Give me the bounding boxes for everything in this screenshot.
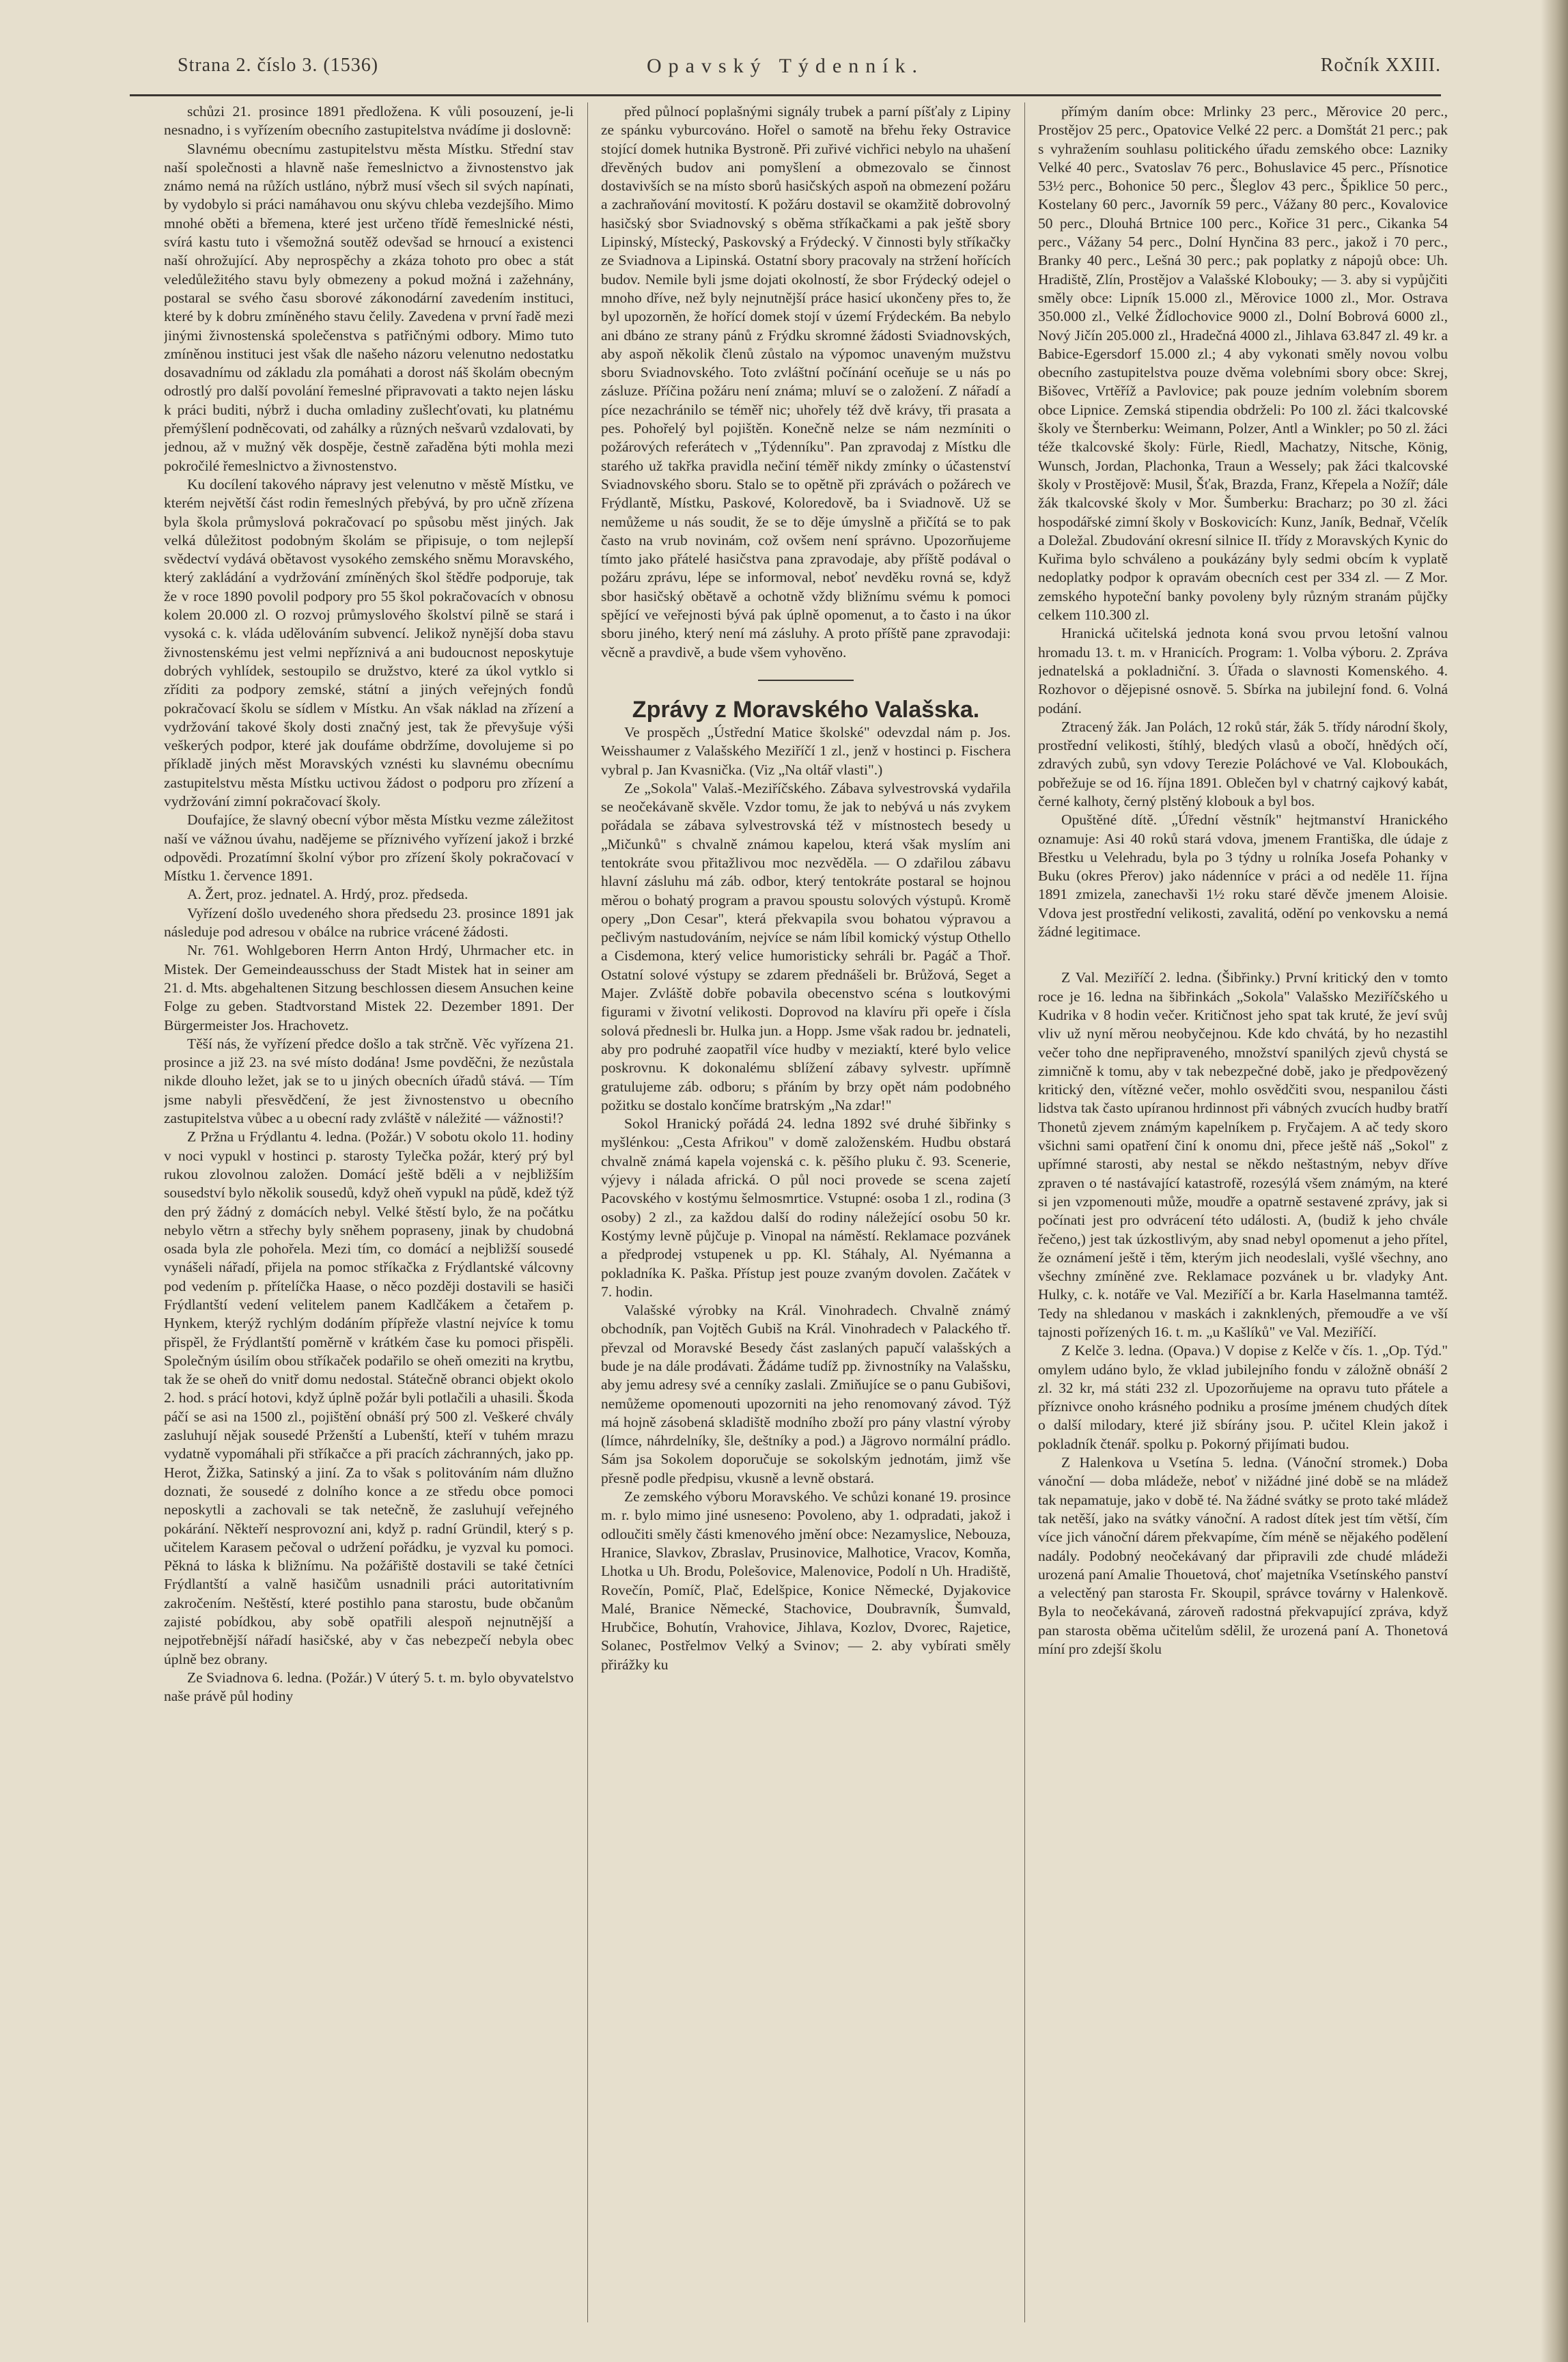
paragraph: Z Kelče 3. ledna. (Opava.) V dopise z Kelče v čís. 1. „Op. Týd." omylem udáno bylo, že vklad jubilejního fondu v záložně obnáší 2 zl. 32 kr, má státi 232 zl. Upozorňujeme na opravu tuto přátele a příznivce onoho krásného podniku a prosíme jménem chudých dítek o další milodary, které již sbírány jsou. P. učitel Klein jakož i pokladník čtenář. spolku p. Pokorný přijímati budou. [1038,1342,1448,1452]
section-separator [758,680,854,681]
paragraph: Vyřízení došlo uvedeného shora předsedu 23. prosince 1891 jak následuje pod adresou v obálce na rubrice vrácené žádosti. [164,904,574,941]
paragraph: Hranická učitelská jednota koná svou prvou letošní valnou hromadu 13. t. m. v Hranicích. Program: 1. Volba výboru. 2. Zpráva jednatelská a pokladniční. 3. Úřada o slavnosti Komenského. 4. Rozhovor o dějepisné osnově. 5. Sbírka na jubilejní fond. 6. Volná podání. [1038,625,1448,717]
paragraph: Nr. 761. Wohlgeboren Herrn Anton Hrdý, Uhrmacher etc. in Mistek. Der Gemeindeausschuss der Stadt Mistek hat in seiner am 21. d. Mts. abgehaltenen Sitzung beschlossen diesem Ansuchen keine Folge zu geben. Stadtvorstand Mistek 22. Dezember 1891. Der Bürgermeister Jos. Hrachovetz. [164,942,574,1033]
spacer [1038,941,1448,969]
page-edge-shadow [1541,0,1568,2362]
column-divider [1024,102,1025,2322]
paragraph: Z Pržna u Frýdlantu 4. ledna. (Požár.) V sobotu okolo 11. hodiny v noci vypukl v hostinci p. starosty Tylečka požár, který prý byl rukou zlovolnou založen. Domácí ještě bděli a v nejbližším sousedství bylo několik sousedů, když oheň vypukl na půdě, kdež týž den prý žádný z domácích nebyl. Velké štěstí bylo, že na počátku nebylo větrn a střechy byly sněhem popraseny, jinak by chudobná osada byla zle pohořela. Mezi tím, co domácí a nejbližší sousedé vynášeli nářadí, přijela na pomoc stříkačka z Frýdlantské válcovny pod vedením p. přítelíčka Haase, o něco později dostavili se hasiči Frýdlantští vedení velitelem panem Kadlčákem a četařem p. Hynkem, kterýž rychlým dodáním přípřeže vlastní nejvíce k tomu přispěl, že Frýdlantští poměrně v krátkém čase ku pomoci přispěli. Společným úsilím obou stříkaček podařilo se oheň omeziti na krytbu, tak že se oheň do vnitř domu nedostal. Státečně obranci objekt okolo 2. hod. s prácí hotovi, když úplně požár byli potlačili a uhasili. Škoda páčí se asi na 1500 zl., pojištění obnáší prý 500 zl. Veškeré chvály zasluhují nějak sousedé Prženští a Lubenští, kteří v tuhém mrazu vydatně vypomáhali při stříkačce a při pracích záchranných, jako pp. Herot, Žižka, Satinský a jiní. Za to však s politováním nám dlužno doznati, že sousedé z dolního konce a ze středu obce pomoci neposkytli a zachovali se tak netečně, že zasluhují veřejného pokárání. Někteří nesprovozní ani, když p. radní Gründil, který s p. učitelem Karasem pečoval o udržení pořádku, je vyzval ku pomoci. Pěkná to láska k bližnímu. Na požářiště dostavili se také četníci Frýdlantští a valně hasičům usnadnili práci autoritativním zakročením. Neštěstí, které postihlo pana starostu, bude občanům zajisté pobídkou, aby sobě opatřili alespoň nejnutnější a nejpotřebnější nářadí hasičské, aby v čas nebezpečí nebyla obec úplně bez obrany. [164,1128,574,1667]
header-page-number: Strana 2. číslo 3. (1536) [178,55,379,76]
paragraph: Ve prospěch „Ústřední Matice školské" odevzdal nám p. Jos. Weisshaumer z Valašského Meziříčí 1 zl., jenž v hostinci p. Fischera vybral p. Jan Kvasnička. (Viz „Na oltář vlasti".) [601,723,1011,778]
paragraph: přímým daním obce: Mrlinky 23 perc., Měrovice 20 perc., Prostějov 25 perc., Opatovice Velké 22 perc. a Domštát 21 perc.; pak s vyhražením souhlasu politického úřadu zemského obce: Lazniky Velké 40 perc., Svatoslav 76 perc., Bohuslavice 45 perc., Přísnotice 53½ perc., Bohonice 50 perc., Šleglov 43 perc., Špiklice 50 perc., Kostelany 60 perc., Javorník 59 perc., Vážany 80 perc., Kovalovice 50 perc., Dlouhá Brtnice 100 perc., Kořice 31 perc., Cikanka 54 perc., Vážany 54 perc., Dolní Hynčina 83 perc., jakož i 70 perc., Branky 40 perc., Lešná 30 perc.; pak poplatky z nápojů obce: Uh. Hradiště, Zlín, Prostějov a Valašské Klobouky; — 3. aby si vypůjčiti směly obce: Lipník 15.000 zl., Měrovice 1000 zl., Mor. Ostrava 350.000 zl., Velké Žídlochovice 9000 zl., Dolní Bobrová 6000 zl., Nový Jičín 205.000 zl., Hradečná 4000 zl., Jihlava 63.847 zl. 49 kr. a Babice-Egersdorf 15.000 zl.; 4 aby vykonati směly novou volbu obecního zastupitelstva pouze dvěma volebními sbory obce: Skrej, Bišovec, Vrtěříž a Pavlovice; pak pouze jedním volebním sborem obce Lipnice. Zemská stipendia obdrželi: Po 100 zl. žáci tkalcovské školy ve Šternberku: Weimann, Polzer, Antl a Winkler; po 50 zl. žáci téže tkalcovské školy: Fürle, Riedl, Machatzy, Nitsche, König, Wunsch, Jordan, Plachonka, Traun a Wessely; pak žáci tkalcovské školy v Prostějově: Musil, Šťak, Brazda, Franz, Křepela a Nožíř; dále žák tkalcovské školy v Mor. Šumberku: Bracharz; po 30 zl. žáci hospodářské zimní školy v Boskovicích: Kunz, Janík, Bednař, Včelík a Doležal. Zbudování okresní silnice II. třídy z Moravských Kynic do Kuřima bylo schváleno a poukázány byly sedmi obcím k vyplatě nedoplatky podpor k opravám obecních cest per 334 zl. — Z Mor. zemského hypoteční banky povoleny byly různým stranám půjčky celkem 110.300 zl. [1038,103,1448,624]
paragraph: Těší nás, že vyřízení předce došlo a tak strčně. Věc vyřízena 21. prosince a již 23. na své místo dodána! Jsme povděčni, že nezůstala nikde dlouho ležet, jak se to u jiných obecních úřadů stává. — Tím jsme nabyli přesvědčení, že jest živnostenstvo u obecního zastupitelstva vůbec a u obecní rady zvláště v náležité — vážnosti!? [164,1035,574,1127]
paragraph: Doufajíce, že slavný obecní výbor města Místku vezme záležitost naší ve vážnou úvahu, nadějeme se příznivého vyřízení jakož i brzké odpovědi. Prozatímní školní výbor pro zřízení školy pokračovací v Místku 1. července 1891. [164,811,574,885]
paragraph: Slavnému obecnímu zastupitelstvu města Místku. Střední stav naší společnosti a hlavně naše řemeslnictvo a živnostenstvo jak známo nemá na růžích ustláno, nýbrž musí všech sil svých napínati, by vydobylo si práci namáhavou onu skývu chleba vezdejšího. Mimo mnohé oběti a břemena, které jest určeno třídě řemeslnické nésti, svírá kastu tuto i všemožná soutěž odevšad se hrnoucí a existenci naší ohrožující. Aby neprospěchy a zkáza tohoto pro obec a stát veledůležitého stavu byly obmezeny a pokud možná i zažehnány, postaral se svého času sborové zákonodární zavedením instituci, které by k dobru zmíněného stavu čelily. Zavedena v první řadě mezi jinými živnostenská společenstva s patřičnými odbory. Mimo tuto zmíněnou instituci jest však dle našeho názoru velenutno nedostatku dosavadnímu od základu zla pomáhati a dorost náš školám obecným odrostlý pro další povolání řemeslné připravovati a takto nejen lásku k práci buditi, nýbrž i ducha omladiny zušlechťovati, ku platnému přemýšlení podněcovati, od zahálky a různých nešvarů vzdalovati, by jednou, až v mužný věk dospěje, čestně zařaděna býti mohla mezi pokročilé řemeslnictvo a živnostenstvo. [164,140,574,474]
header-rule [130,94,1441,96]
paragraph: Z Val. Meziříčí 2. ledna. (Šibřinky.) První kritický den v tomto roce je 16. ledna na šibřinkách „Sokola" Valašsko Meziříčského u Kudrika v 8 hodin večer. Kritičnost jeho spat tak kruté, že jeví svůj vliv už nyní měrou neobyčejnou. Kde kdo chvátá, by ho nezastihl večer toho dne nepřipraveného, množství spanilých zjevů chystá se zimničně k tomu, aby v tak nebezpečné době, jako je předpovězený kritický den, vítězné večer, mohlo osvědčiti svou, nespanilou části lidstva tak často upíranou hrdinnost při vábných zvucích hudby bratří Thonetů zjevem známým kapelníkem p. Fryčajem. A ač tedy skoro všichni sami opatření činí k onomu dni, přece ještě náš „Sokol" z upřímné starosti, aby nestal se někdo neštastným, nebyv dříve zpraven o té nastávající katastrofě, rozesýlá všem známým, na které si jen vzpomenouti může, moudře a opatrně sestavené zprávy, jak si počínati jest pro odvrácení této události. A, (budiž k jeho chvále řečeno,) jest tak úzkostlivým, aby snad nebyl opomenut a jeho přítel, že oznámení ještě i těm, kterým jich neodeslali, vyšlé všechny, ano všechny zmíněné zve. Reklamace pozvánek u br. vladyky Ant. Hulky, c. k. notáře ve Val. Meziříčí a br. Karla Haselmanna tamtéž. Tedy na shledanou v maskách i zaknklených, přemoudře a ve vší tajnosti pořízených 16. t. m. „u Kašlíků" ve Val. Meziříčí. [1038,969,1448,1340]
paragraph: Ze „Sokola" Valaš.-Meziříčského. Zábava sylvestrovská vydařila se neočekávaně skvěle. Vzdor tomu, že jak to nebývá u nás zvykem pořádala se zábava sylvestrovská též v místnostech besedy u „Mičunků" s chvalně známou kapelou, která však myslím ani tentokráte svou přitažlivou moc nezvěděla. — O zdařilou zábavu hlavní zásluhu má záb. odbor, který tentokráte postaral se hojnou měrou o bohatý program a pravou spoustu solových výstupů. Kromě opery „Don Cesar", která překvapila svou bohatou výpravou a pečlivým nastudováním, nejvíce se nám líbil komický výstup Othello a Cisdemona, který velice humoristicky sehráli br. Pagáč a Thoř. Ostatní solové výstupy se zdarem přednášeli br. Brůžová, Seget a Majer. Zvláště dobře pobavila obecenstvo scéna s loutkovými figurami v životní velikosti. Doprovod na klavíru při opeře i čísla solová přednesli br. Hulka jun. a Hopp. Jsme však radou br. jednateli, aby pro podruhé zaopatřil více hudby v meziaktí, které bylo velice poskrovnu. K dokonalému sblížení zábavy sylvestr. upřímně gratulujeme záb. odboru; s přáním by brzy opět nám podobného požitku se dostalo končíme bratrským „Na zdar!" [601,779,1011,1113]
header-volume: Ročník XXIII. [1320,55,1441,76]
column-3 [1038,102,1448,2322]
paragraph: Sokol Hranický pořádá 24. ledna 1892 své druhé šibřinky s myšlénkou: „Cesta Afrikou" v domě založenském. Hudbu obstará chvalně známá kapela vojenská c. k. pěšího pluku č. 93. Scenerie, výjevy i nálada africká. O půl noci provede se scena zajetí Pacovského v kostýmu šelmosmrtice. Vstupné: osoba 1 zl., rodina (3 osoby) 2 zl., za každou další do rodiny náležející osobu 50 kr. Kostýmy levně půjčuje p. Vinopal na náměstí. Reklamace pozvánek a předprodej vstupenek u pp. Kl. Stáhaly, Al. Nyémanna a pokladníka K. Paška. Přístup jest pouze zvaným dovolen. Začátek v 7. hodin. [601,1115,1011,1300]
paragraph: schůzi 21. prosince 1891 předložena. K vůli posouzení, je-li nesnadno, i s vyřízením obecního zastupitelstva nvádíme ji doslovně: [164,103,574,139]
paragraph: před půlnocí poplašnými signály trubek a parní píšťaly z Lipiny ze spánku vyburcováno. Hořel o samotě na břehu řeky Ostravice stojící domek hutnika Bystroně. Při zuřivé vichřici nebylo na uhašení dřevěných budov ani pomyšlení a obmezovalo se činnost dostavivších se na místo sborů hasičských aspoň na obmezení požáru a zachraňování movitostí. K požáru dostavil se okamžitě dobrovolný hasičský sbor Sviadnovský s oběma stříkačkami a pak ještě sbory Lipinský, Místecký, Paskovský a Frýdecký. V činnosti byly stříkačky ze Sviadnova a Lipinská. Ostatní sbory pracovaly na stržení hořících budov. Nemile byli jsme dojati okolností, že sbor Frýdecký odejel o mnoho dříve, než byly nejnutnější práce hasicí ukončeny přes to, že byl upozorněn, že hořící domek stojí v území Frýdeckém. Ba nebylo ani dbáno ze strany pánů z Frýdku skromné žádosti Sviadnovských, aby aspoň několik členů zůstalo na výpomoc unaveným mužstvu sboru Sviadnovského. Toto zvláštní počínání oceňuje se u nás po zásluze. Příčina požáru není známa; mluví se o založení. Z nářadí a píce nezachránilo se téměř nic; uhořely též dvě krávy, tři prasata a pes. Pohořelý byl pojištěn. Konečně nelze se nám nezmíniti o požárových referátech v „Týdenníku". Pan zpravodaj z Místku dle starého už takřka pravidla nečiní téměř nikdy zmínky o účastenství Sviadnovského sboru. Stalo se to opětně při zprávách o požárech ve Frýdlantě, Místku, Paskové, Koloredově, ba i Sviadnově. Už se nemůžeme u nás soudit, že se to děje úmyslně a přičítá se to pak často na vrub novinám, což ovšem není správno. Upozorňujeme tímto jako přátelé hasičstva pana zpravodaje, aby příště podával o požáru zprávu, lépe se informoval, neboť nevděku rovná se, když sbor hasičský obětavě a ochotně vždy bližnímu svému k pomoci spějící ve veřejnosti bývá pak úplně opomenut, a to často i na úkor sboru jiného, který není má zásluhy. A proto příště pane zpravodaji: věcně a pravdivě, a bude všem vyhověno. [601,103,1011,661]
paragraph: Ze zemského výboru Moravského. Ve schůzi konané 19. prosince m. r. bylo mimo jiné usneseno: Povoleno, aby 1. odpradati, jakož i odloučiti směly části kmenového jmění obce: Nezamyslice, Nebouza, Hranice, Slavkov, Zbraslav, Prusinovice, Malhotice, Vracov, Komňa, Lhotka u Uh. Brodu, Polešovice, Malenovice, Podolí n Uh. Hradiště, Rovečín, Pomíč, Plač, Edelšpice, Konice Německé, Dyjakovice Malé, Branice Německé, Stachovice, Doubravník, Šumvald, Hrubčice, Bohutín, Vrahovice, Jihlava, Kozlov, Dvorec, Rajetice, Solanec, Postřelmov Velký a Svinov; — 2. aby vybírati směly přirážky ku [601,1488,1011,1673]
paragraph: A. Žert, proz. jednatel. A. Hrdý, proz. předseda. [187,886,468,903]
header-masthead: Opavský Týdenník. [646,55,925,77]
paragraph: Ku docílení takového nápravy jest velenutno v městě Místku, ve kterém největší část rodin řemeslných přebývá, by pro učně zřízena byla škola průmyslová pokračovací po spůsobu měst jiných. Jak velká důležitost podobným školám se připisuje, o tom nejlepší svědectví vydává obětavost vysokého zemského sněmu Moravského, který zakládání a vydržování zmíněných škol štědře podporuje, tak že v roce 1890 povolil podpory pro 55 škol pokračovacích v obnosu kolem 20.000 zl. O rozvoj průmyslového školství pilně se stará i vysoká c. k. vláda udělováním subvencí. Jelikož nynější doba stavu živnostenskému jest velmi nepříznivá a ani budoucnost neposkytuje dobrých vyhlídek, sestoupilo se družstvo, které za úkol vytklo si zříditi za podpory zemské, státní a jiných veřejných fondů pokračovací školu se sídlem v Místku. An však náklad na zřízení a vydržování takové školy dosti značný jest, tak že převyšuje výši veškerých podpor, které jak doufáme obdržíme, dovolujeme si po příkladě jiných měst Moravských vznésti ku slavnému obecnímu zastupitelstvu města Místku uctivou žádost o podporu pro zřízení a vydržování zimní pokračovací školy. [164,475,574,809]
page-header [130,55,1441,96]
column-1 [164,102,574,2322]
paragraph: Z Halenkova u Vsetína 5. ledna. (Vánoční stromek.) Doba vánoční — doba mládeže, neboť v nižádné jiné době se na mládež tak nepamatuje, jako v době té. Na žádné svátky se proto také mládež tak netěší, jako na svátky vánoční. A radost dítek jest tím větší, čím více jich vánoční dárem překvapíme, čím méně se nějakého podělení nadály. Podobný neočekávaný dar připravili zde chudé mládeži urozená paní Amalie Thouetová, choť majetníka Vsetínského panství a velectěný pan starosta Fr. Skoupil, správce továrny v Halenkově. Byla to neočekávaná, zároveň radostná překvapující zpráva, když pan starosta oběma učitelům sdělil, že urozená paní A. Thonetová míní pro zdejší školu [1038,1454,1448,1658]
paragraph: Ztracený žák. Jan Polách, 12 roků stár, žák 5. třídy národní školy, prostřední velikosti, štíhlý, bledých vlasů a obočí, hnědých očí, zdravých zubů, syn vdovy Terezie Poláchové ve Val. Kloboukách, pobřežuje se od 16. října 1891. Oblečen byl v chatrný cajkový kabát, černé kalhoty, černý plstěný klobouk a byl bos. [1038,718,1448,809]
paragraph: Ze Sviadnova 6. ledna. (Požár.) V úterý 5. t. m. bylo obyvatelstvo naše právě půl hodiny [164,1669,574,1705]
column-2 [601,102,1011,2322]
column-divider [587,102,588,2322]
section-title: Zprávy z Moravského Valašska. [632,696,980,723]
paragraph: Opuštěné dítě. „Úřední věstník" hejtmanství Hranického oznamuje: Asi 40 roků stará vdova, jmenem Františka, dle údaje z Břestku u Velehradu, byla po 3 týdny u rolníka Josefa Pohanky v Buku (okres Přerov) jako nádenníce v práci a od neděle 11. října 1891 zmizela, zanechavši 1½ roku staré děvče jmenem Aloisie. Vdova jest prostřední velikosti, zavalitá, odění po venkovsku a nemá žádné legitimace. [1038,811,1448,941]
paragraph: Valašské výrobky na Král. Vinohradech. Chvalně známý obchodník, pan Vojtěch Gubiš na Král. Vinohradech v Palackého tř. převzal od Moravské Besedy část zaslaných papučí valašských a bude je na dále prodávati. Žádáme tudíž pp. živnostníky na Valašsku, aby jemu adresy své a cenníky zaslali. Zmiňujíce se o panu Gubišovi, nemůžeme opomenouti upozorniti na jeho renomovaný závod. Týž má hojně zásobená skladiště modního zboží pro pány vlastní výroby (límce, náhrdelníky, šle, deštníky a pod.) a Jägrovo normální prádlo. Sám jsa Sokolem doporučuje se sokolským jednotám, jimž vše přesně podle předpisu, vkusně a levně obstará. [601,1302,1011,1486]
